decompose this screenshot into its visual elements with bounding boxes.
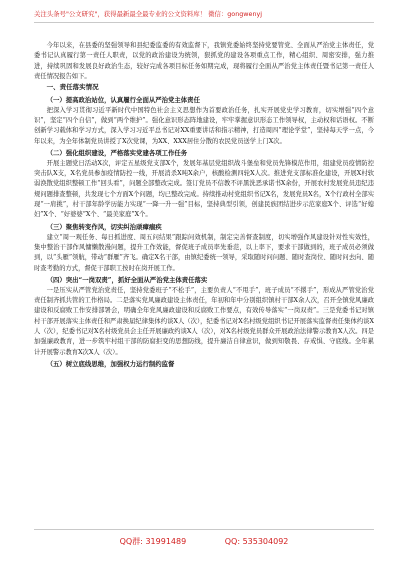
subsection-heading: （三）聚焦转变作风，切实纠治顽瘴痼疾 bbox=[46, 222, 162, 231]
page-footer bbox=[34, 535, 374, 549]
footer-qq: QQ: 535304092 bbox=[224, 537, 289, 546]
intro-paragraph: 今年以来，在县委的坚强领导和县纪委监委的有效监督下，我镇党委始终坚持党要管党、全面从严治党主体责任，党委书记认真履行第一责任人职责，以党的政治建设为统领，狠抓党的建设各项重点工作，精心组织、周密安排，强力推进，持续巩固和发展良好政治生态，较好完成各项目标任务如期完成，现将履行全面从严治党主体责任暨书记第一责任人责任情况报告如下。 bbox=[34, 42, 374, 80]
subsection-paragraph: 把深入学习贯彻习近平新时代中国特色社会主义思想作为首要政治任务，扎实开展党史学习教育，切实增强“四个意识”，坚定“四个自信”，做到“两个维护”。强化意识形态阵地建设，牢牢掌握意识形态工作领导权，主动权和话语权。不断创新学习载体和学习方式，深入学习习近平总书记对XX重要讲话和指示精神，打造周四“理论学堂”，坚持每天学一点，今年以来，为全年体制党员讲授了X次党课，为XX、XXX居住分散的农民党员送学上门X次。 bbox=[34, 106, 374, 145]
header-divider bbox=[34, 22, 374, 23]
footer-qq-group: QQ群: 31991489 bbox=[119, 537, 187, 546]
subsection-paragraph: 一是压实从严管党治党责任，坚持党委班子“不松手”，主要负责人“不甩手”，班子成员“不撂手”，形成从严管党治党责任制齐抓共管的工作格局。二是落实党风廉政建设主体责任，年初和年中分别组织镇村干部X余人次，召开全镇党风廉政建设和反腐败工作安排部署会，明确全年党风廉政建设和反腐败工作要点，有效传导落实“一岗双责”。三是党委书记对镇村干部开展落实主体责任和严肃换届纪律集体约谈X人（次），纪委书记对X名村级党组织书记开展落实监督责任集体约谈X人（次），纪委书记对X名村级党员会主任开展廉政约谈X人（次），对X名村级党员群众开展政治法律警示教育X人次。四是加强廉政教育，进一步筑牢村组干部的防腐拒变的思想防线，提升廉洁自律意识，做到知敬畏、存戒惧、守底线。全年累计开展警示教育X次X人（次）。 bbox=[34, 286, 374, 356]
subsection-heading: （一）提高政治站位，认真履行全面从严治党主体责任 bbox=[46, 95, 200, 104]
subsection-paragraph: 开展主题党日活动X次，评定五星级党支部X个，发展年基层党组织战斗堡垒和党员先锋模范作用，组建党员疫情防控突击队X支，X名党员参加疫情防控一线，开展消杀X吨X余户，核酸检测四轮X人次。推进党支部标准化建设，开展X村软弱涣散党组织整顿工作“回头看”，问题全部整改完成。签订党员不信教不评黑洗恶承诺书X余份，开展农村发展党员违纪违规问题排查整顿，共发现七个方面X个问题，均已整改完成。持续推动村党组织书记X名，发展党员X名，X个行政村全部实现“一肩挑”，村干部年龄学历能力实现“一降一升一强”目标，坚持典型引领，创建民族团结进步示范家庭X个、评选“好媳妇”X个、“好婆婆”X个、“最美家庭”X个。 bbox=[34, 159, 374, 219]
subsection-heading: （二）强化组织建设，严格落实党建各项工作任务 bbox=[46, 148, 188, 157]
document-body bbox=[34, 41, 374, 370]
subsection-heading: （四）突出“一岗双责”，抓好全面从严治党主体责任落实 bbox=[46, 275, 208, 284]
section-heading: 一、责任落实情况 bbox=[46, 83, 99, 92]
subsection-paragraph: 建立“周一观任务、每日抓进度、周五问结果”跟踪问效机制，制定完善督查制度，切实增强作风建设针对性实效性，集中整治干部作风慵懒散漫问题，提升工作效能，督促班子成员率先垂范，以上率下，要求干部做到的，班子成员必须做到，以“头雁”领航，带动“群雁”齐飞。确定X名干部，由镇纪委统一领导，采取随时问问题、随时查岗位、随时问去向、随时查考勤的方式，督促干部职工按时在岗开展工作。 bbox=[34, 233, 374, 272]
subsection-heading: （五）树立底线思维，加强权力运行制约监督 bbox=[46, 359, 175, 368]
page-header: 关注头条号"公文研究"，获得最新最全最专业的公文资料库！ 微信：gongwenyj bbox=[34, 10, 263, 18]
footer-divider bbox=[34, 529, 374, 530]
